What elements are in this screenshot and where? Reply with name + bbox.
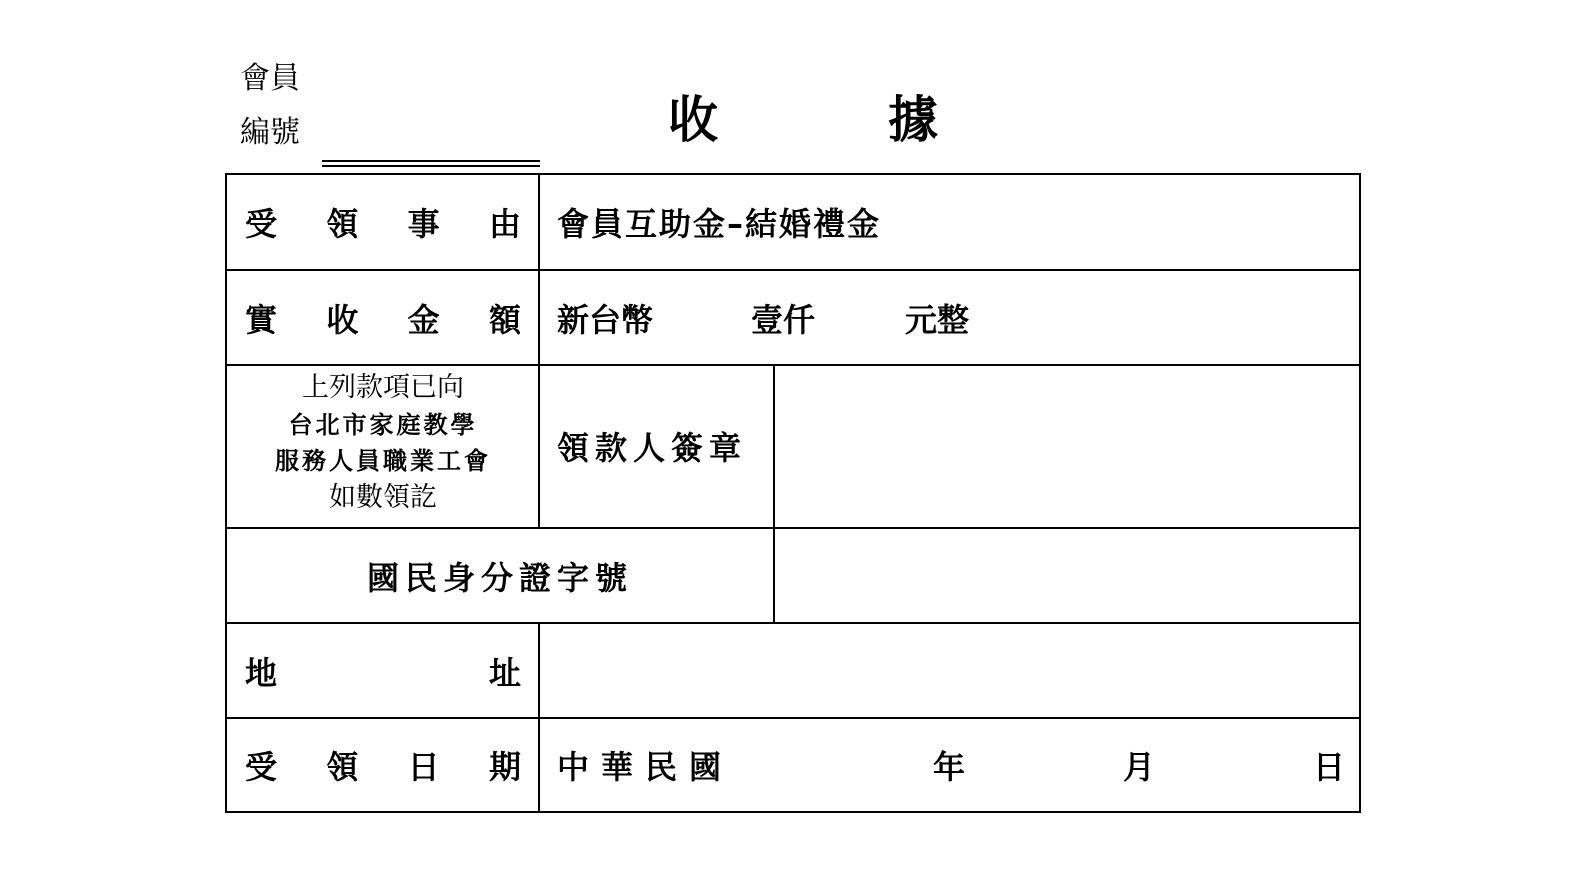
- date-label: 受 領 日 期: [245, 748, 521, 786]
- member-number-label-line2: 編號: [240, 115, 300, 150]
- amount-currency: 新台幣: [557, 300, 654, 339]
- receipt-form: [225, 173, 1361, 813]
- reason-value[interactable]: 會員互助金–結婚禮金: [557, 205, 882, 243]
- title-char-1: 收: [668, 91, 720, 149]
- union-name-line2: 服務人員職業工會: [275, 447, 491, 475]
- amount-value[interactable]: 壹仟: [751, 300, 816, 339]
- receipt-note-line1: 上列款項已向: [302, 372, 464, 403]
- title-char-2: 據: [888, 91, 940, 149]
- signature-field[interactable]: [787, 365, 1347, 527]
- signature-label: 領款人簽章: [557, 429, 748, 467]
- date-month[interactable]: 月: [1123, 748, 1156, 786]
- amount-suffix: 元整: [905, 300, 970, 339]
- date-day[interactable]: 日: [1313, 748, 1346, 786]
- column-divider: [773, 365, 775, 623]
- member-number-label-line1: 會員: [240, 61, 300, 96]
- date-year[interactable]: 年: [933, 748, 966, 786]
- address-field[interactable]: [557, 624, 1347, 717]
- member-number-field[interactable]: [322, 160, 540, 167]
- id-number-label: 國民身分證字號: [366, 558, 633, 597]
- receipt-note: [227, 369, 539, 517]
- receipt-note-line4: 如數領訖: [329, 482, 437, 513]
- amount-label: 實 收 金 額: [245, 300, 521, 339]
- reason-label: 受 領 事 由: [245, 205, 521, 243]
- id-number-field[interactable]: [787, 529, 1347, 622]
- address-label: 地 址: [245, 653, 521, 692]
- date-era: 中華民國: [557, 748, 734, 786]
- column-divider: [538, 623, 540, 811]
- union-name-line1: 台北市家庭教學: [288, 411, 478, 439]
